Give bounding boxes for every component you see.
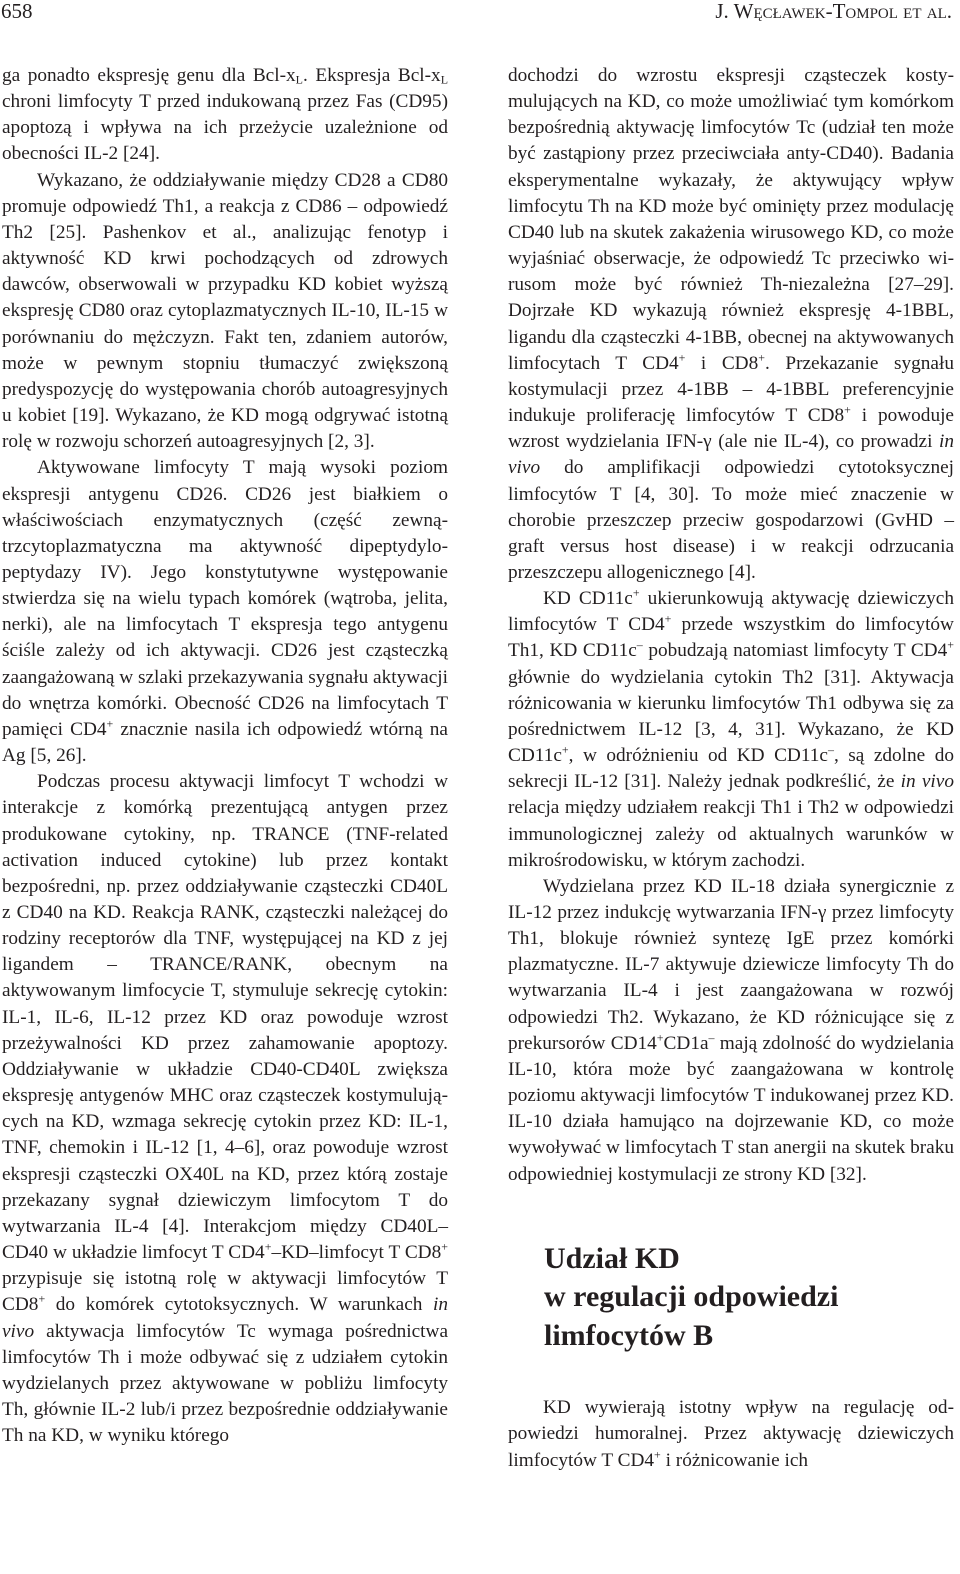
left-column (2, 63, 448, 1449)
running-head: J. Węcławek-Tompol et al. (715, 0, 952, 23)
paragraph: ga ponadto ekspresję genu dla Bcl-$x_L$. Ekspresja Bcl-$x_L$ chroni limfocyty T przed indukowaną przez Fas (CD95) apoptozą i wpływa na ich przeżycie uzależnione od obecności IL-2 [24]. (2, 65, 449, 165)
paragraph: Aktywowane limfocyty T mają wysoki poziom ekspresji antygenu CD26. CD26 jest białkiem o właściwościach enzymatycznych (część zewnątrzcytoplazmatyczna ma aktywność dipeptydylopeptydazy IV). Jego konstytutywne występowanie stwierdza się na wielu typach komórek (wątroba, jelita, nerki), ale na limfocytach T ekspresja tego antygenu ściśle zależy od ich aktywacji. CD26 jest cząsteczką zaangażowaną w szlaki przekazywania sygnału aktywacji do wnętrza komórki. Obecność CD26 na limfocytach T pamięci CD4+ znacznie nasila ich odpowiedź wtórną na Ag [5, 26]. (2, 457, 448, 767)
right-column (508, 63, 954, 1474)
paragraph: Podczas procesu aktywacji limfocyt T wchodzi w interakcje z komórką prezentującą antygen przez produkowane cytokiny, np. TRANCE (TNF-related activation induced cytokine) lub przez kontakt bezpośredni, np. przez oddziaływanie cząsteczki CD40L z CD40 na KD. Reakcja RANK, cząsteczki należącej do rodziny receptorów dla TNF, występującej na KD z jej ligandem – TRANCE/RANK, obecnym na aktywowanym limfocycie T, stymuluje sekrecję cytokin: IL-1, IL-6, IL-12 przez KD oraz powoduje wzrost przeżywalności KD przez zahamowanie apoptozy. Oddziaływanie w układzie CD40-CD40L zwiększa ekspresję antygenów MHC oraz cząsteczek kostymulujących na KD, wzmaga sekrecję cytokin przez KD: IL-1, TNF, chemokin i IL-12 [1, 4–6], oraz powoduje wzrost ekspresji cząsteczki OX40L na KD, przez którą zostaje przekazany sygnał dziewiczym limfocytom T do wytwarzania IL-4 [4]. Interakcjom między CD40L–CD40 w układzie limfocyt T CD4+–KD–limfocyt T CD8+ przypisuje się istotną rolę w aktywacji limfocytów T CD8+ do komórek cytotoksycznych. W warunkach in vivo aktywacja limfocytów Tc wymaga pośrednictwa limfocytów Th i może odbywać się z udziałem cytokin wydzielanych przez aktywowane w pobliżu limfocyty Th, głównie IL-2 lub/i przez bezpośrednie oddziaływanie Th na KD, w wyniku którego (2, 771, 448, 1447)
page-header (0, 0, 960, 30)
paragraph: Wydzielana przez KD IL-18 działa synergicznie z IL-12 przez indukcję wytwarzania IFN-γ przez limfocyty Th1, blokuje również syntezę IgE przez komórki plazmatyczne. IL-7 aktywuje dziewicze limfocyty Th do wytwarzania IL-4 i jest zaangażowana w rozwój odpowiedzi Th2. Wykazano, że KD różnicujące się z prekursorów CD14+CD1a– mają zdolność do wydzielania IL-10, która może być zaangażowana w kontrolę poziomu aktywacji limfocytów T indukowanej przez KD. IL-10 działa hamująco na dojrzewanie KD, co może wywoływać w limfocytach T stan anergii na skutek braku odpowiedniej kostymulacji ze strony KD [32]. (508, 875, 954, 1185)
paragraph: KD CD11c+ ukierunkowują aktywację dziewiczych limfocytów T CD4+ przede wszystkim do limfocytów Th1, KD CD11c– pobudzają natomiast limfocyty T CD4+ głównie do wydzielania cytokin Th2 [31]. Aktywacja różnicowania w kierunku limfocytów Th1 odbywa się za pośrednictwem IL-12 [3, 4, 31]. Wykazano, że KD CD11c+, w odróżnieniu od KD CD11c–, są zdolne do sekrecji IL-12 [31]. Należy jednak podkreślić, że in vivo relacja między udziałem reakcji Th1 i Th2 w odpowiedzi immunologicznej zależy od aktualnych warunków w mikrośrodowisku, w którym zachodzi. (508, 585, 955, 871)
paragraph: Wykazano, że oddziaływanie między CD28 a CD80 promuje odpowiedź Th1, a reakcja z CD86 – odpowiedź Th2 [25]. Pashenkov et al., analizując fenotyp i aktywność KD krwi pochodzących od zdrowych dawców, obserwowali w przypadku KD kobiet wyższą ekspresję CD80 oraz cytoplazmatycznych IL-10, IL-15 w porównaniu do mężczyzn. Fakt ten, zdaniem autorów, może w pewnym stopniu tłumaczyć zwiększoną predyspozycję do występowania chorób autoagresyjnych u kobiet [19]. Wykazano, że KD mogą odgrywać istotną rolę w rozwoju schorzeń autoagresyjnych [2, 3]. (2, 169, 448, 453)
page-number: 658 (1, 0, 33, 23)
paragraph: dochodzi do wzrostu ekspresji cząsteczek kostymulujących na KD, co może umożliwiać tym komórkom bezpośrednią aktywację limfocytów Tc (udział ten może być zastąpiony przez przeciwciała anty-CD40). Badania eksperymentalne wykazały, że aktywujący wpływ limfocytu Th na KD może być ominięty przez modulację CD40 lub na skutek zakażenia wirusowego KD, co może wyjaśniać obserwacje, że odpowiedź Tc przeciwko wirusom może być również Th-niezależna [27–29]. Dojrzałe KD wykazują również ekspresję 4-1BBL, ligandu dla cząsteczki 4-1BB, obecnej na aktywowanych limfocytach T CD4+ i CD8+. Przekazanie sygnału kostymulacji przez 4-1BB – 4-1BBL preferencyjnie indukuje proliferację limfocytów T CD8+ i powoduje wzrost wydzielania IFN-γ (ale nie IL-4), co prowadzi in vivo do amplifikacji odpowiedzi cytotoksycznej limfocytów T [4, 30]. To może mieć znaczenie w chorobie przeszczep przeciw gospodarzowi (GvHD – graft versus host disease) i w reakcji odrzucania przeszczepu allogenicznego [4]. (508, 65, 954, 583)
section-title: Udział KD w regulacji odpowiedzi limfocytów B (544, 1241, 839, 1352)
paragraph: KD wywierają istotny wpływ na regulację odpowiedzi humoralnej. Przez aktywację dziewiczych limfocytów T CD4+ i różnicowanie ich (508, 1397, 954, 1471)
